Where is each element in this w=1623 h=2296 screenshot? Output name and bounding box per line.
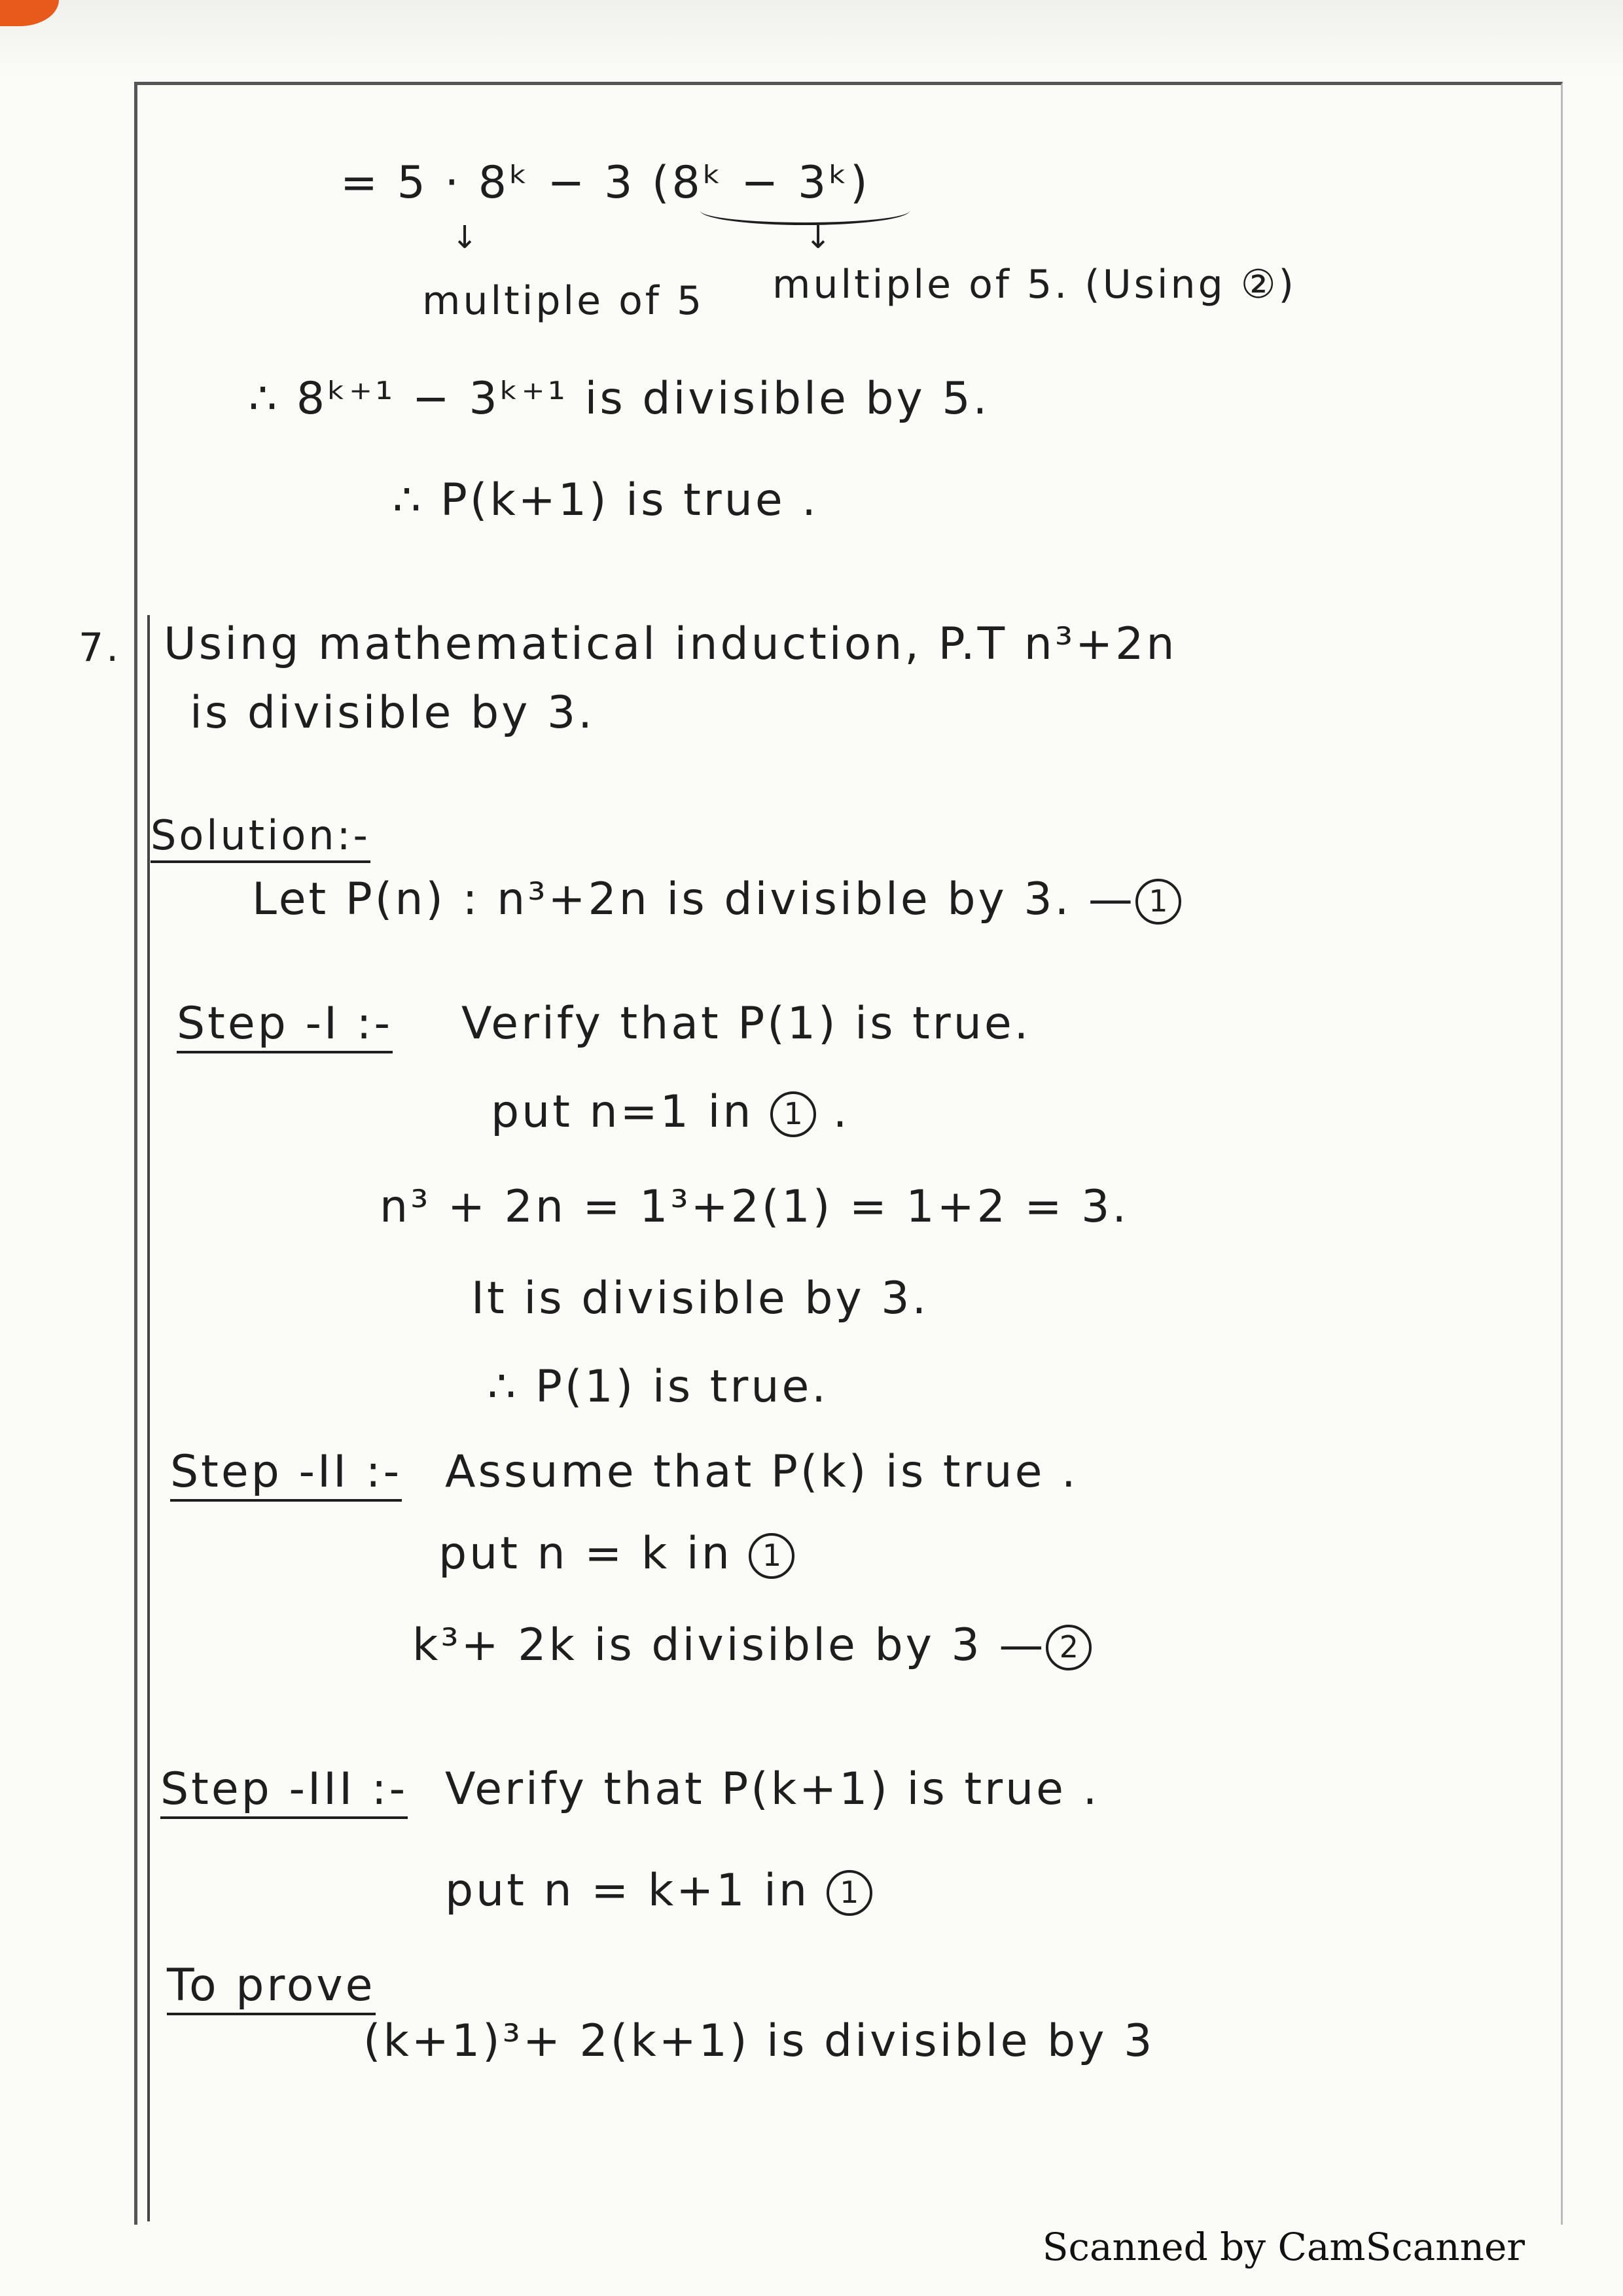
down-arrow-icon: ↓ xyxy=(805,219,832,256)
circled-mark: 1 xyxy=(1135,879,1181,925)
final-statement: (k+1)³+ 2(k+1) is divisible by 3 xyxy=(363,2015,1155,2067)
question-text-line2: is divisible by 3. xyxy=(190,687,595,739)
circled-mark: 1 xyxy=(827,1870,872,1916)
divisibility-line: ∴ 8ᵏ⁺¹ − 3ᵏ⁺¹ is divisible by 5. xyxy=(249,373,990,425)
question-text-line1: Using mathematical induction, P.T n³+2n xyxy=(164,618,1177,670)
divisible-line: It is divisible by 3. xyxy=(471,1273,929,1324)
step-1-label: Step -I :- xyxy=(177,998,393,1050)
step-1-text: Verify that P(1) is true. xyxy=(461,998,1031,1050)
annotation-multiple-right: multiple of 5. (Using ②) xyxy=(772,262,1296,308)
step-2-label: Step -II :- xyxy=(170,1446,402,1498)
circled-mark: 1 xyxy=(749,1533,794,1579)
scanner-watermark: Scanned by CamScanner xyxy=(1042,2225,1525,2269)
put-nk-line: put n = k in 1 xyxy=(438,1528,794,1580)
solution-heading: Solution:- xyxy=(151,811,370,859)
step-3-label: Step -III :- xyxy=(160,1763,408,1815)
put-nk1-line: put n = k+1 in 1 xyxy=(445,1865,872,1916)
margin-line xyxy=(147,615,150,2221)
conclusion-line: ∴ P(k+1) is true . xyxy=(393,474,819,526)
circled-mark: 1 xyxy=(770,1091,816,1137)
equation-line: n³ + 2n = 1³+2(1) = 1+2 = 3. xyxy=(380,1181,1130,1233)
step-2-text: Assume that P(k) is true . xyxy=(445,1446,1079,1498)
page-top-shade xyxy=(0,0,1623,79)
assumption-line: k³+ 2k is divisible by 3 — 2 xyxy=(412,1619,1092,1671)
to-prove-label: To prove xyxy=(167,1960,376,2011)
annotation-multiple-left: multiple of 5 xyxy=(422,278,705,324)
p1-true-line: ∴ P(1) is true. xyxy=(488,1361,829,1413)
step-3-text: Verify that P(k+1) is true . xyxy=(445,1763,1100,1815)
statement-line: Let P(n) : n³+2n is divisible by 3. — 1 xyxy=(252,874,1181,925)
question-number: 7. xyxy=(79,625,122,671)
circled-mark: 2 xyxy=(1046,1625,1092,1670)
underbrace xyxy=(700,196,910,225)
down-arrow-icon: ↓ xyxy=(452,219,478,256)
expression-line: = 5 · 8ᵏ − 3 (8ᵏ − 3ᵏ) xyxy=(340,157,870,209)
put-n1-line: put n=1 in 1 . xyxy=(491,1086,850,1138)
